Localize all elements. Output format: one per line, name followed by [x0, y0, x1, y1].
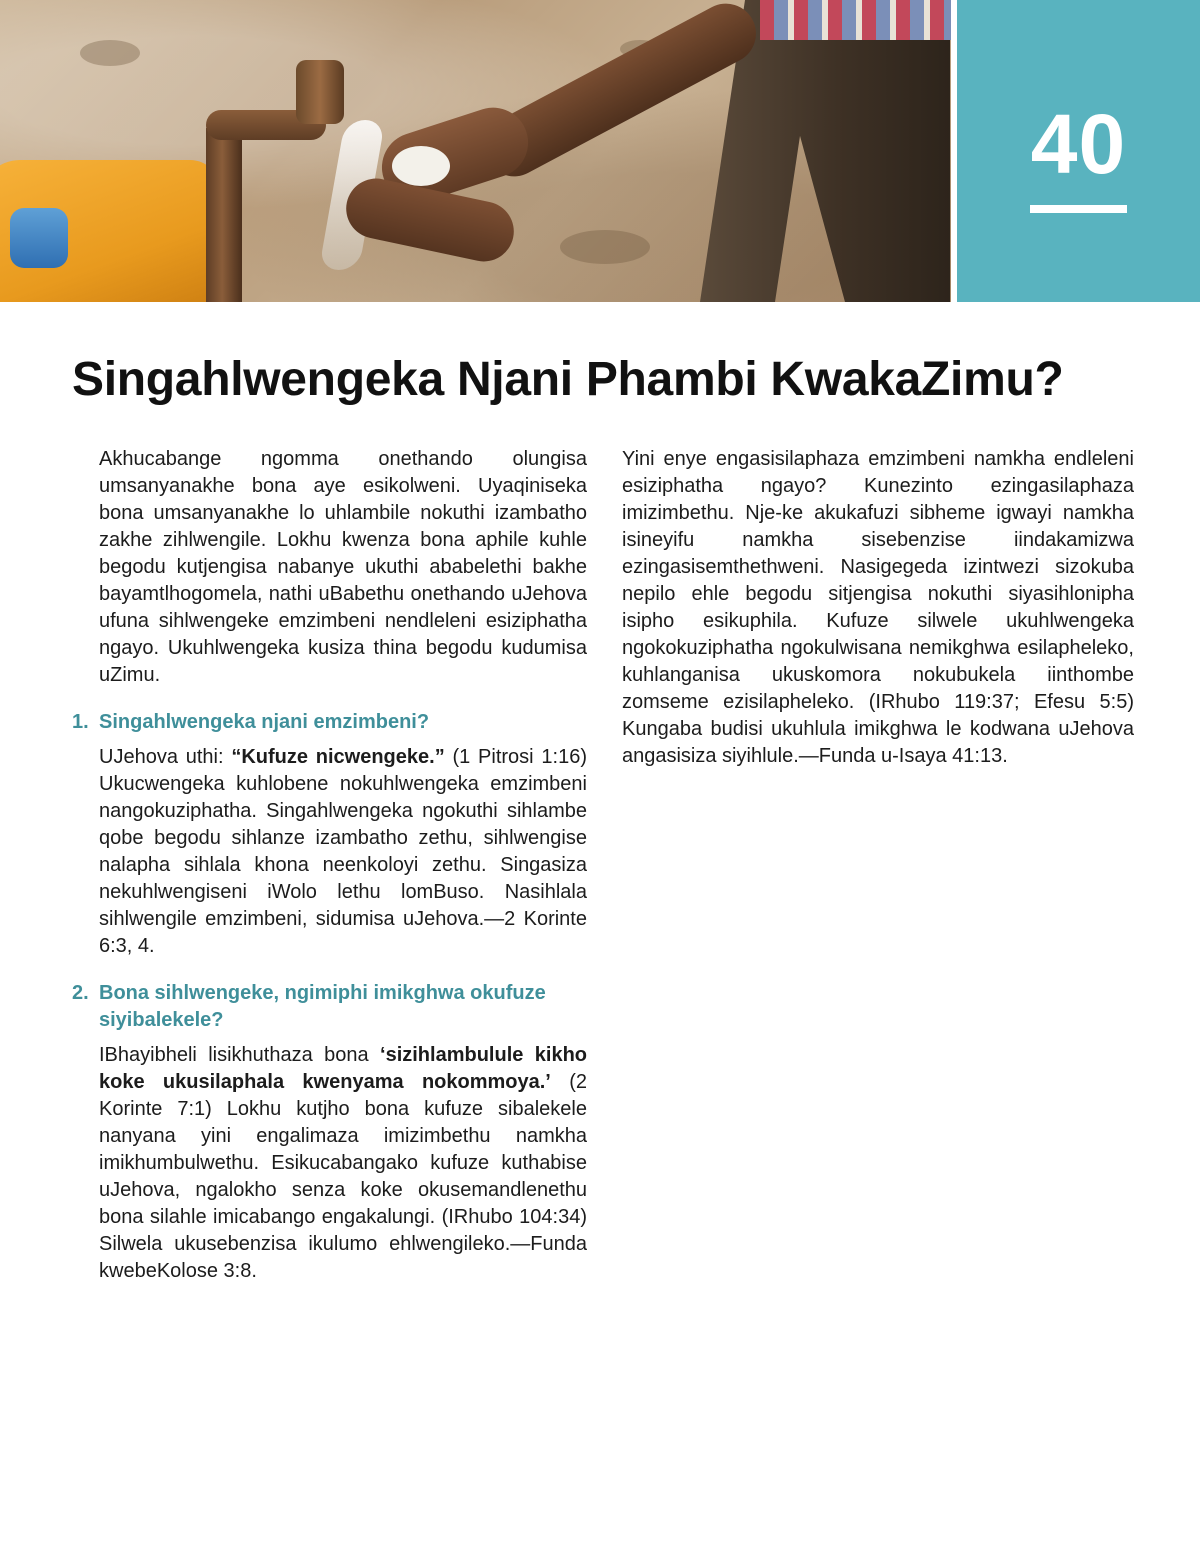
- page-title: Singahlwengeka Njani Phambi KwakaZimu?: [72, 353, 1064, 406]
- answer-paragraph: IBhayibheli lisikhuthaza bona ‘sizihlambulule kikho koke ukusilaphala kwenyama nokommoya.’ (2 Korinte 7:1) Lokhu kutjho bona kufuze sibalekele nanyana yini engalimaza imizimbethu namkha imikhumbulwethu. Esikucabangako kufuze kuthabise uJehova, ngalokho senza koke okusemandlenethu bona silahle imicabango engakalungi. (IRhubo 104:34) Silwela ukusebenzisa ikulumo ehlwengileko.—Funda kwebeKolose 3:8.: [99, 1044, 588, 1282]
- question-text: Bona sihlwengeke, ngimiphi imikghwa okufuze siyibalekele?: [99, 982, 546, 1031]
- scripture-quote: ‘sizihlambulule kikho koke ukusilaphala kwenyama nokommoya.’: [99, 1044, 587, 1093]
- canister-cap: [10, 208, 68, 268]
- person-shirt: [760, 0, 951, 40]
- soap-bar: [392, 146, 450, 186]
- left-column: [72, 446, 587, 1295]
- question-number: 1.: [72, 711, 89, 733]
- right-column: [622, 446, 1134, 780]
- question-text: Singahlwengeka njani emzimbeni?: [99, 711, 430, 733]
- chapter-badge: [957, 0, 1200, 302]
- header-photo: [0, 0, 951, 302]
- intro-paragraph: Akhucabange ngomma onethando olungisa umsanyanakhe bona aye esikolweni. Uyaqiniseka bona umsanyanakhe lo uhlambile nokuthi izambatho zakhe zihlwengile. Lokhu kwenza bona aphile kuhle begodu kutjengisa nabanye ukuthi ababelethi bakhe bayamtlhogomela, nathi uBabethu onethando uJehova ufuna sihlwengeke emzimbeni nendleleni esiziphatha ngayo. Ukuhlwengeka kusiza thina begodu kudumisa uZimu.: [99, 448, 587, 686]
- scripture-quote: “Kufuze nicwengeke.”: [231, 746, 445, 768]
- answer-paragraph: UJehova uthi: “Kufuze nicwengeke.” (1 Pitrosi 1:16) Ukucwengeka kuhlobene nokuhlwengeka emzimbeni nangokuziphatha. Singahlwengeka ngokuthi sihlambe qobe begodu sihlanze izambatho zethu, sihlwengise nalapha sihlala khona neenkoloyi zethu. Singasiza nekuhlwengiseni iWolo lethu lomBuso. Nasihlala sihlwengile emzimbeni, sidumisa uJehova.—2 Korinte 6:3, 4.: [99, 746, 587, 957]
- chapter-number: 40: [1030, 97, 1127, 191]
- answer-paragraph: Yini enye engasisilaphaza emzimbeni namkha endleleni esiziphatha ngayo? Kunezinto ezingasilaphaza imizimbethu. Nje-ke akukafuzi sibheme igwayi namkha isineyifu namkha sisebenzise iindakamizwa ezingasisemthethweni. Nasigegeda izintwezi sizokuba nepilo ehle begodu sitjengisa nokuthi siyasihlonipha isipho esikuphila. Kufuze silwele ukuhlwengeka ngokokuziphatha ngokulwisana nemikghwa esilapheleko, kuhlanganisa ukuskomora nokubukela iinthombe zomseme ezisilapheleko. (IRhubo 119:37; Efesu 5:5) Kungaba budisi ukuhlula imikghwa le kodwana uJehova angasisiza siyihlule.—Funda u-Isaya 41:13.: [622, 448, 1134, 767]
- water-tap: [296, 60, 344, 124]
- chapter-underline: [1030, 205, 1127, 213]
- question-heading: [72, 980, 587, 1034]
- question-number: 2.: [72, 982, 89, 1004]
- question-heading: [72, 709, 587, 736]
- water-pipe: [206, 128, 242, 302]
